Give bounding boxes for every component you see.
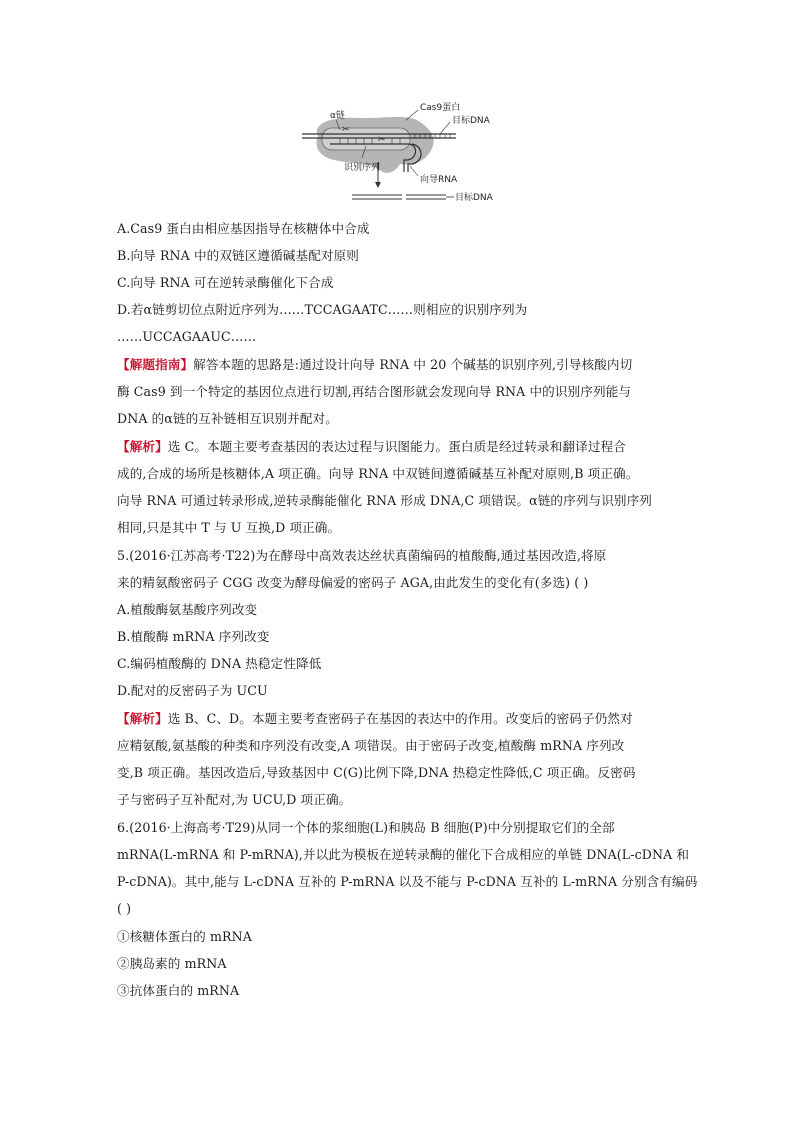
q4-analysis-tag: 【解析】 — [117, 439, 168, 454]
q4-option-a: A.Cas9 蛋白由相应基因指导在核糖体中合成 — [117, 221, 370, 236]
q4-option-d: D.若α链剪切位点附近序列为……TCCAGAATC……则相应的识别序列为 — [117, 302, 528, 317]
q4-option-d-continued: ……UCCAGAAUC…… — [117, 329, 257, 344]
q5-option-c: C.编码植酸酶的 DNA 热稳定性降低 — [117, 656, 322, 671]
label-recognition-sequence: 识别序列 — [344, 163, 381, 173]
q6-answer-blank: ( ) — [117, 901, 132, 916]
q5-analysis-line-2: 应精氨酸,氨基酸的种类和序列没有改变,A 项错误。由于密码子改变,植酸酶 mRNA 序列改 — [117, 738, 625, 753]
label-cas9: Cas9蛋白 — [420, 103, 461, 113]
svg-text:✂: ✂ — [378, 135, 386, 145]
q4-guide-tag: 【解题指南】 — [117, 357, 194, 372]
label-target-dna-bottom: 目标DNA — [455, 193, 493, 203]
q6-stem-line-2: mRNA(L-mRNA 和 P-mRNA),并以此为模板在逆转录酶的催化下合成相应的单链 DNA(L-cDNA 和 — [117, 847, 690, 862]
q5-analysis-tag: 【解析】 — [117, 711, 168, 726]
q5-option-d: D.配对的反密码子为 UCU — [117, 683, 268, 698]
cas9-diagram-svg — [300, 100, 510, 205]
q4-option-c: C.向导 RNA 可在逆转录酶催化下合成 — [117, 275, 334, 290]
q4-analysis-line-3: 向导 RNA 可通过转录形成,逆转录酶能催化 RNA 形成 DNA,C 项错误。α链的序列与识别序列 — [117, 493, 652, 508]
q5-analysis-line-3: 变,B 项正确。基因改造后,导致基因中 C(G)比例下降,DNA 热稳定性降低,C 项正确。反密码 — [117, 765, 636, 780]
label-alpha-chain: α链 — [330, 111, 345, 121]
label-target-dna-top: 目标DNA — [452, 116, 490, 126]
cas9-diagram — [300, 100, 510, 205]
label-guide-rna: 向导RNA — [420, 175, 458, 185]
q5-stem-line-1: 5.(2016·江苏高考·T22)为在酵母中高效表达丝状真菌编码的植酸酶,通过基因改造,将原 — [117, 548, 607, 563]
q5-stem-line-2: 来的精氨酸密码子 CGG 改变为酵母偏爱的密码子 AGA,由此发生的变化有(多选) ( ) — [117, 575, 589, 590]
q4-option-b: B.向导 RNA 中的双链区遵循碱基配对原则 — [117, 248, 359, 263]
q5-option-b: B.植酸酶 mRNA 序列改变 — [117, 629, 270, 644]
q6-stem-line-3: P-cDNA)。其中,能与 L-cDNA 互补的 P-mRNA 以及不能与 P-cDNA 互补的 L-mRNA 分别含有编码 — [117, 874, 698, 889]
q4-analysis-line-4: 相同,只是其中 T 与 U 互换,D 项正确。 — [117, 520, 341, 535]
q4-analysis-text-1: 选 C。本题主要考查基因的表达过程与识图能力。蛋白质是经过转录和翻译过程合 — [167, 439, 626, 454]
q6-item-1: ①核糖体蛋白的 mRNA — [117, 929, 252, 944]
q5-analysis-line-4: 子与密码子互补配对,为 UCU,D 项正确。 — [117, 792, 352, 807]
q4-guide-line-3: DNA 的α链的互补链相互识别并配对。 — [117, 411, 338, 426]
q4-guide-text-1: 解答本题的思路是:通过设计向导 RNA 中 20 个碱基的识别序列,引导核酸内切 — [193, 357, 633, 372]
q5-analysis-text-1: 选 B、C、D。本题主要考查密码子在基因的表达中的作用。改变后的密码子仍然对 — [167, 711, 633, 726]
q4-guide-line-2: 酶 Cas9 到一个特定的基因位点进行切割,再结合图形就会发现向导 RNA 中的识别序列能与 — [117, 384, 632, 399]
svg-text:✂: ✂ — [342, 125, 350, 135]
q6-item-3: ③抗体蛋白的 mRNA — [117, 983, 240, 998]
q4-analysis-line-2: 成的,合成的场所是核糖体,A 项正确。向导 RNA 中双链间遵循碱基互补配对原则,B 项正确。 — [117, 466, 639, 481]
q4-guide-line-1 — [117, 356, 632, 374]
q6-stem-line-1: 6.(2016·上海高考·T29)从同一个体的浆细胞(L)和胰岛 B 细胞(P)中分别提取它们的全部 — [117, 820, 615, 835]
q6-item-2: ②胰岛素的 mRNA — [117, 956, 227, 971]
q5-analysis-line-1 — [117, 710, 633, 728]
q5-option-a: A.植酸酶氨基酸序列改变 — [117, 602, 258, 617]
q4-analysis-line-1 — [117, 438, 626, 456]
